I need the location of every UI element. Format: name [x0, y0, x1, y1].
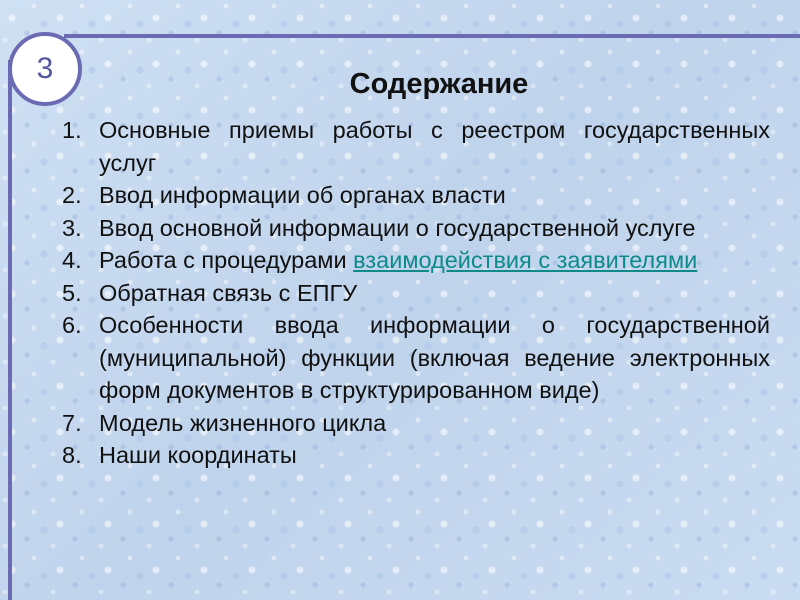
- item-text: Ввод основной информации о государственной услуге: [99, 214, 696, 241]
- item-number: 8.: [62, 442, 82, 468]
- interaction-link[interactable]: взаимодействия с заявителями: [353, 247, 698, 273]
- item-text: Модель жизненного цикла: [99, 409, 387, 436]
- list-item: [62, 244, 770, 277]
- item-number: 1.: [62, 117, 82, 143]
- contents-list: [62, 114, 770, 472]
- item-text: Обратная связь с ЕПГУ: [99, 279, 358, 306]
- list-item: [62, 277, 770, 310]
- item-text: Основные приемы работы с реестром государственных услуг: [99, 117, 770, 176]
- item-number: 6.: [62, 312, 82, 338]
- decorative-left-line: [8, 60, 12, 600]
- item-number: 5.: [62, 279, 82, 306]
- item-text: Особенности ввода информации о государственной (муниципальной) функции (включая ведение электронных форм документов в структурированном виде): [99, 312, 770, 403]
- slide-title: Содержание: [349, 68, 529, 100]
- list-item: [62, 212, 770, 245]
- list-item: [62, 179, 770, 212]
- slide-number: 3: [36, 52, 54, 85]
- list-item: [62, 439, 770, 472]
- item-text: Наши координаты: [99, 442, 297, 468]
- list-item: [62, 309, 770, 407]
- item-number: 2.: [62, 182, 82, 208]
- list-item: [62, 114, 770, 179]
- item-number: 3.: [62, 214, 82, 241]
- decorative-top-line: [64, 34, 800, 38]
- item-text-with-link: [99, 244, 770, 277]
- item-number: 4.: [62, 247, 82, 273]
- item-text: Работа с процедурами: [99, 247, 354, 273]
- item-text: Ввод информации об органах власти: [99, 182, 506, 208]
- item-number: 7.: [62, 409, 82, 436]
- list-item: [62, 407, 770, 440]
